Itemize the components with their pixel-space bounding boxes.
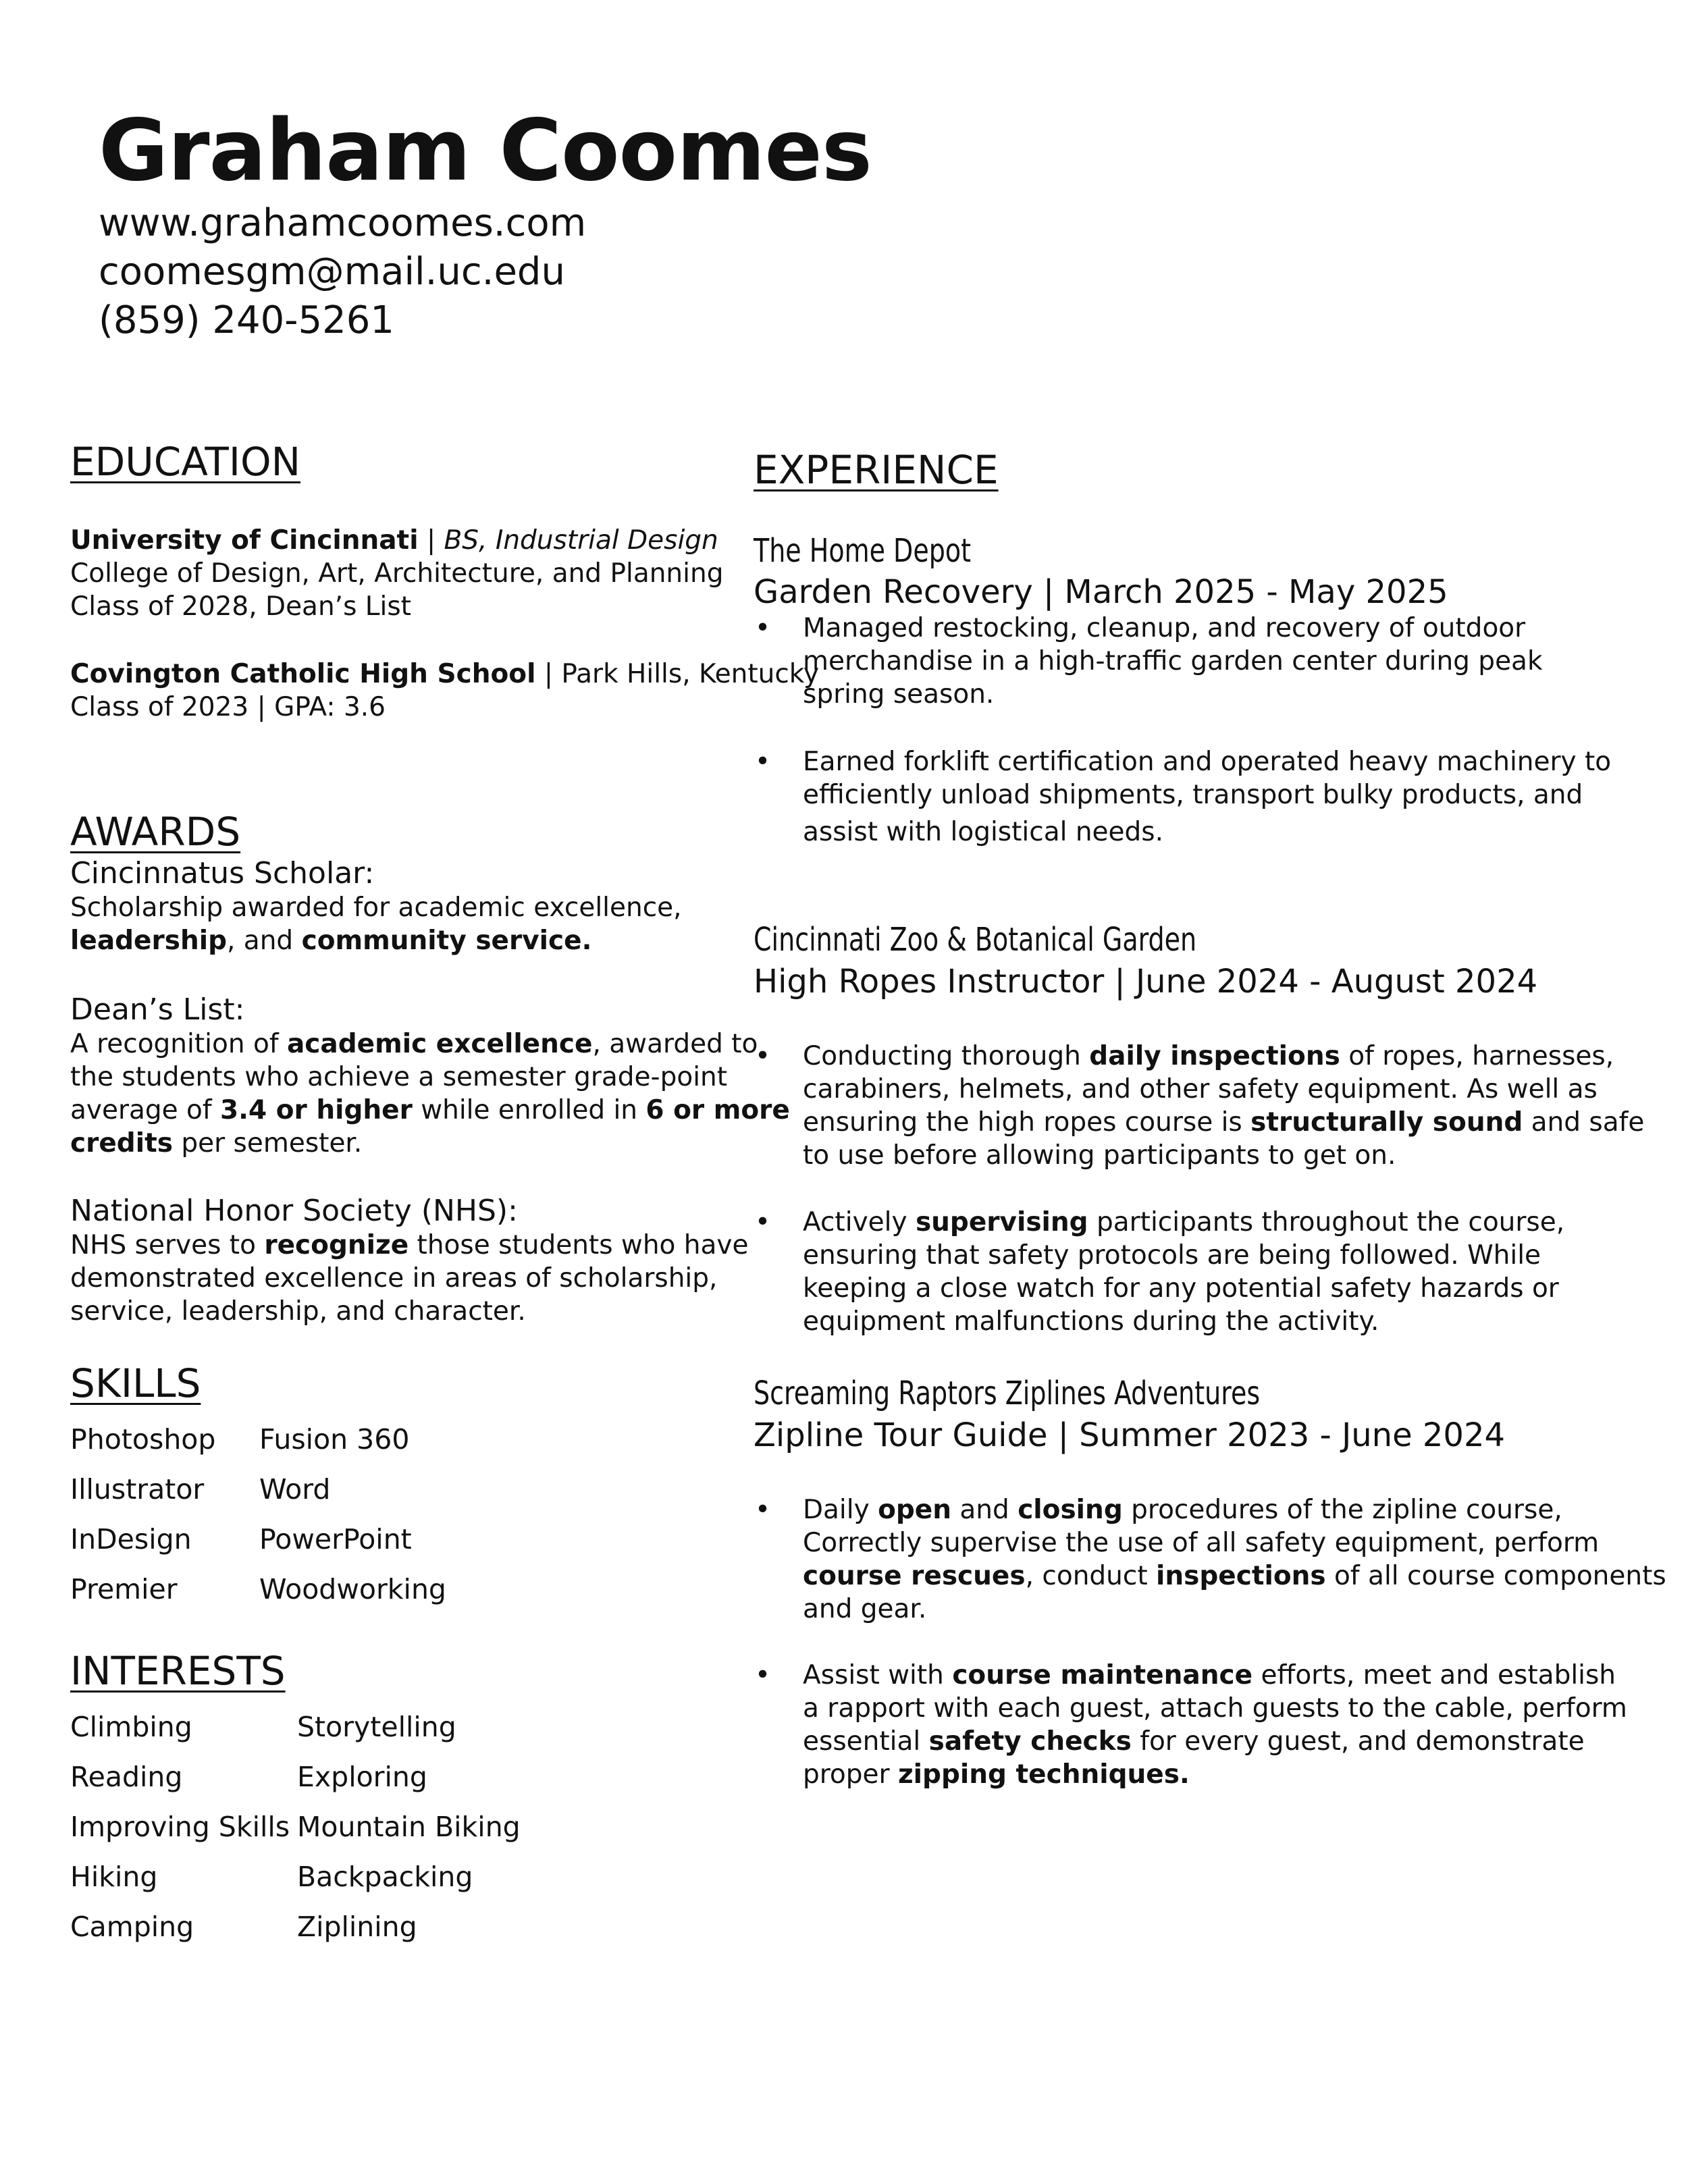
university-separator: | xyxy=(418,525,444,556)
bullet-line: merchandise in a high-traffic garden center during peak xyxy=(803,646,1543,676)
bullet-icon: • xyxy=(755,1495,771,1525)
award-text: , and xyxy=(227,926,302,956)
award-deans-title: Dean’s List: xyxy=(70,992,245,1027)
interest-item: Improving Skills xyxy=(70,1811,290,1843)
bullet-text: Actively xyxy=(803,1207,916,1237)
interest-item: Camping xyxy=(70,1911,194,1943)
job-role-homedepot: Garden Recovery | March 2025 - May 2025 xyxy=(754,573,1448,611)
bullet-emphasis: course maintenance xyxy=(952,1660,1253,1690)
award-text-line: the students who achieve a semester grade-point xyxy=(70,1062,728,1092)
bullet-text: Conducting thorough xyxy=(803,1041,1090,1071)
bullet-emphasis: closing xyxy=(1018,1495,1123,1525)
bullet-text: efforts, meet and establish xyxy=(1252,1660,1616,1690)
skill-item: Fusion 360 xyxy=(259,1423,410,1456)
interest-item: Hiking xyxy=(70,1861,158,1893)
skill-item: InDesign xyxy=(70,1523,192,1555)
bullet-line: equipment malfunctions during the activity. xyxy=(803,1306,1379,1337)
award-text-line: demonstrated excellence in areas of scholarship, xyxy=(70,1263,718,1294)
award-emphasis: community service. xyxy=(301,926,592,956)
bullet-text: Assist with xyxy=(803,1660,953,1690)
award-text-line: service, leadership, and character. xyxy=(70,1296,526,1327)
award-text-line: Scholarship awarded for academic excellence, xyxy=(70,893,682,923)
award-text: those students who have xyxy=(408,1230,749,1260)
awards-heading: AWARDS xyxy=(70,809,241,855)
bullet-emphasis: zipping techniques. xyxy=(897,1759,1190,1790)
bullet-line: and gear. xyxy=(803,1594,927,1624)
university-name: University of Cincinnati xyxy=(70,525,419,556)
email-link[interactable]: coomesgm@mail.uc.edu xyxy=(99,250,565,294)
university-degree: BS, Industrial Design xyxy=(444,525,718,556)
bullet-emphasis: open xyxy=(878,1495,952,1525)
bullet-line: keeping a close watch for any potential safety hazards or xyxy=(803,1273,1559,1304)
skill-item: Woodworking xyxy=(259,1573,446,1605)
bullet-text: essential xyxy=(803,1726,929,1757)
bullet-text: for every guest, and demonstrate xyxy=(1131,1726,1585,1757)
award-text: A recognition of xyxy=(70,1029,287,1059)
bullet-emphasis: inspections xyxy=(1156,1561,1326,1591)
bullet-text: of ropes, harnesses, xyxy=(1340,1041,1614,1071)
bullet-text: proper xyxy=(803,1759,898,1790)
bullet-text: , conduct xyxy=(1025,1561,1157,1591)
contact-info xyxy=(99,199,586,345)
highschool-location: | Park Hills, Kentucky xyxy=(535,659,820,689)
education-heading: EDUCATION xyxy=(70,439,301,485)
bullet-text: of all course components xyxy=(1325,1561,1666,1591)
phone-number: (859) 240-5261 xyxy=(99,298,394,342)
highschool-class: Class of 2023 | GPA: 3.6 xyxy=(70,692,386,722)
bullet-text: procedures of the zipline course, xyxy=(1122,1495,1562,1525)
interest-item: Exploring xyxy=(297,1761,427,1793)
interest-item: Reading xyxy=(70,1761,183,1793)
job-role-zoo: High Ropes Instructor | June 2024 - August 2024 xyxy=(754,963,1538,1001)
award-cincinnatus xyxy=(70,856,682,957)
bullet-icon: • xyxy=(755,1660,771,1690)
bullet-line: carabiners, helmets, and other safety equipment. As well as xyxy=(803,1074,1598,1104)
interest-item: Climbing xyxy=(70,1711,192,1743)
website-link[interactable]: www.grahamcoomes.com xyxy=(99,201,587,245)
job-company-homedepot: The Home Depot xyxy=(754,532,971,570)
bullet-emphasis: daily inspections xyxy=(1089,1041,1340,1071)
award-text: , awarded to xyxy=(592,1029,758,1059)
bullet-line: Correctly supervise the use of all safety equipment, perform xyxy=(803,1528,1600,1558)
award-emphasis: 3.4 or higher xyxy=(220,1095,413,1125)
skill-item: Illustrator xyxy=(70,1473,205,1506)
bullet-text: and safe xyxy=(1523,1107,1645,1138)
interest-item: Storytelling xyxy=(297,1711,456,1743)
education-highschool xyxy=(70,658,819,724)
bullet-line: spring season. xyxy=(803,679,995,710)
award-cincinnatus-title: Cincinnatus Scholar: xyxy=(70,856,375,890)
bullet-emphasis: safety checks xyxy=(928,1726,1132,1757)
job-company-zipline: Screaming Raptors Ziplines Adventures xyxy=(754,1375,1261,1412)
skill-item: PowerPoint xyxy=(259,1523,412,1555)
interests-heading: INTERESTS xyxy=(70,1648,286,1694)
bullet-icon: • xyxy=(755,1041,771,1071)
bullet-emphasis: structurally sound xyxy=(1250,1107,1523,1138)
experience-heading: EXPERIENCE xyxy=(754,447,999,493)
award-emphasis: academic excellence xyxy=(286,1029,593,1059)
award-text: average of xyxy=(70,1095,221,1125)
skill-item: Photoshop xyxy=(70,1423,216,1456)
award-emphasis: 6 or more xyxy=(645,1095,790,1125)
award-text: per semester. xyxy=(172,1128,363,1158)
skill-item: Word xyxy=(259,1473,331,1506)
award-emphasis: recognize xyxy=(264,1230,409,1260)
bullet-line: efficiently unload shipments, transport bulky products, and xyxy=(803,780,1583,810)
education-university xyxy=(70,524,723,623)
bullet-line: a rapport with each guest, attach guests to the cable, perform xyxy=(803,1693,1627,1724)
award-text: NHS serves to xyxy=(70,1230,265,1260)
bullet-line: Managed restocking, cleanup, and recovery of outdoor xyxy=(803,613,1526,643)
bullet-line: ensuring that safety protocols are being followed. While xyxy=(803,1240,1541,1271)
interest-item: Mountain Biking xyxy=(297,1811,521,1843)
candidate-name: Graham Coomes xyxy=(99,101,872,200)
bullet-icon: • xyxy=(755,747,771,777)
university-class: Class of 2028, Dean’s List xyxy=(70,591,411,622)
bullet-line: to use before allowing participants to get on. xyxy=(803,1140,1396,1171)
award-nhs-title: National Honor Society (NHS): xyxy=(70,1194,518,1228)
award-emphasis: credits xyxy=(70,1128,173,1158)
highschool-name: Covington Catholic High School xyxy=(70,659,536,689)
job-company-zoo: Cincinnati Zoo & Botanical Garden xyxy=(754,921,1197,959)
interest-item: Ziplining xyxy=(297,1911,417,1943)
university-college: College of Design, Art, Architecture, and Planning xyxy=(70,558,724,589)
bullet-text: and xyxy=(951,1495,1018,1525)
job-role-zipline: Zipline Tour Guide | Summer 2023 - June 2024 xyxy=(754,1416,1506,1454)
bullet-text: Daily xyxy=(803,1495,878,1525)
skill-item: Premier xyxy=(70,1573,178,1605)
bullet-line: assist with logistical needs. xyxy=(803,817,1164,847)
skills-heading: SKILLS xyxy=(70,1360,201,1406)
bullet-line: Earned forklift certification and operated heavy machinery to xyxy=(803,747,1612,777)
award-nhs xyxy=(70,1194,748,1328)
award-text: while enrolled in xyxy=(412,1095,646,1125)
award-deans-list xyxy=(70,992,790,1160)
award-emphasis: leadership xyxy=(70,926,228,956)
bullet-icon: • xyxy=(755,1207,771,1237)
bullet-emphasis: supervising xyxy=(915,1207,1088,1237)
bullet-icon: • xyxy=(755,613,771,643)
bullet-emphasis: course rescues xyxy=(803,1561,1026,1591)
bullet-text: participants throughout the course, xyxy=(1088,1207,1565,1237)
bullet-text: ensuring the high ropes course is xyxy=(803,1107,1251,1138)
interest-item: Backpacking xyxy=(297,1861,473,1893)
